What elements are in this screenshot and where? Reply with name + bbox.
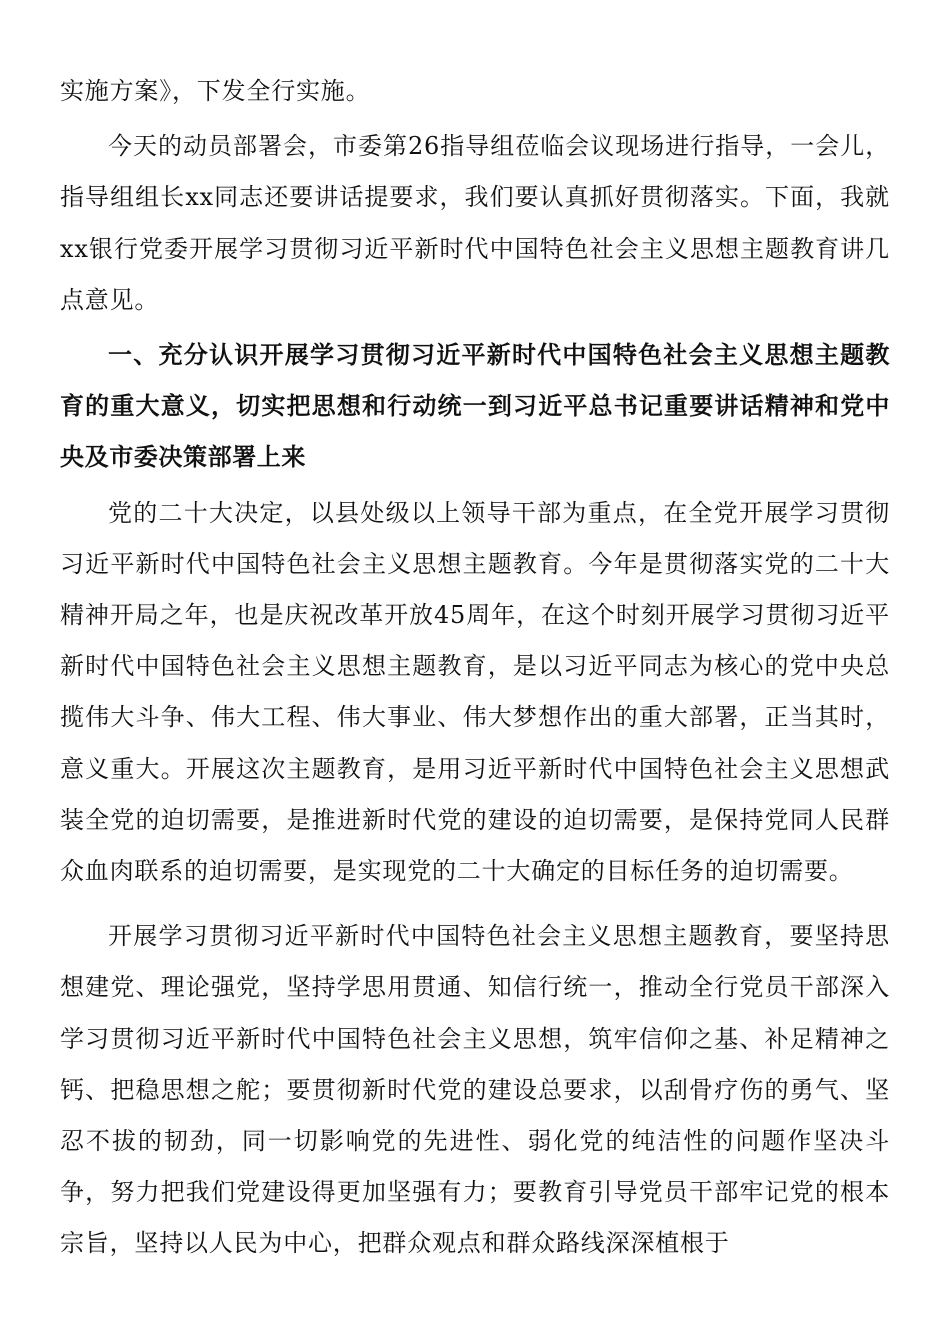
section-heading-one: 一、充分认识开展学习贯彻习近平新时代中国特色社会主义思想主题教育的重大意义，切实把思想和行动统一到习近平总书记重要讲话精神和党中央及市委决策部署上来 <box>60 341 890 472</box>
paragraph-meeting-intro: 今天的动员部署会，市委第26指导组莅临会议现场进行指导，一会儿，指导组组长xx同志还要讲话提要求，我们要认真抓好贯彻落实。下面，我就xx银行党委开展学习贯彻习近平新时代中国特色社会主义思想主题教育讲几点意见。 <box>60 132 890 314</box>
document-body <box>60 66 890 1270</box>
paragraph-significance: 党的二十大决定，以县处级以上领导干部为重点，在全党开展学习贯彻习近平新时代中国特色社会主义思想主题教育。今年是贯彻落实党的二十大精神开局之年，也是庆祝改革开放45周年，在这个时刻开展学习贯彻习近平新时代中国特色社会主义思想主题教育，是以习近平同志为核心的党中央总揽伟大斗争、伟大工程、伟大事业、伟大梦想作出的重大部署，正当其时，意义重大。开展这次主题教育，是用习近平新时代中国特色社会主义思想武装全党的迫切需要，是推进新时代党的建设的迫切需要，是保持党同人民群众血肉联系的迫切需要，是实现党的二十大确定的目标任务的迫切需要。 <box>60 498 890 886</box>
paragraph-requirements: 开展学习贯彻习近平新时代中国特色社会主义思想主题教育，要坚持思想建党、理论强党，坚持学思用贯通、知信行统一，推动全行党员干部深入学习贯彻习近平新时代中国特色社会主义思想，筑牢信仰之基、补足精神之钙、把稳思想之舵；要贯彻新时代党的建设总要求，以刮骨疗伤的勇气、坚忍不拔的韧劲，同一切影响党的先进性、弱化党的纯洁性的问题作坚决斗争，努力把我们党建设得更加坚强有力；要教育引导党员干部牢记党的根本宗旨，坚持以人民为中心，把群众观点和群众路线深深植根于 <box>60 922 890 1258</box>
paragraph-continuation: 实施方案》，下发全行实施。 <box>60 77 371 105</box>
